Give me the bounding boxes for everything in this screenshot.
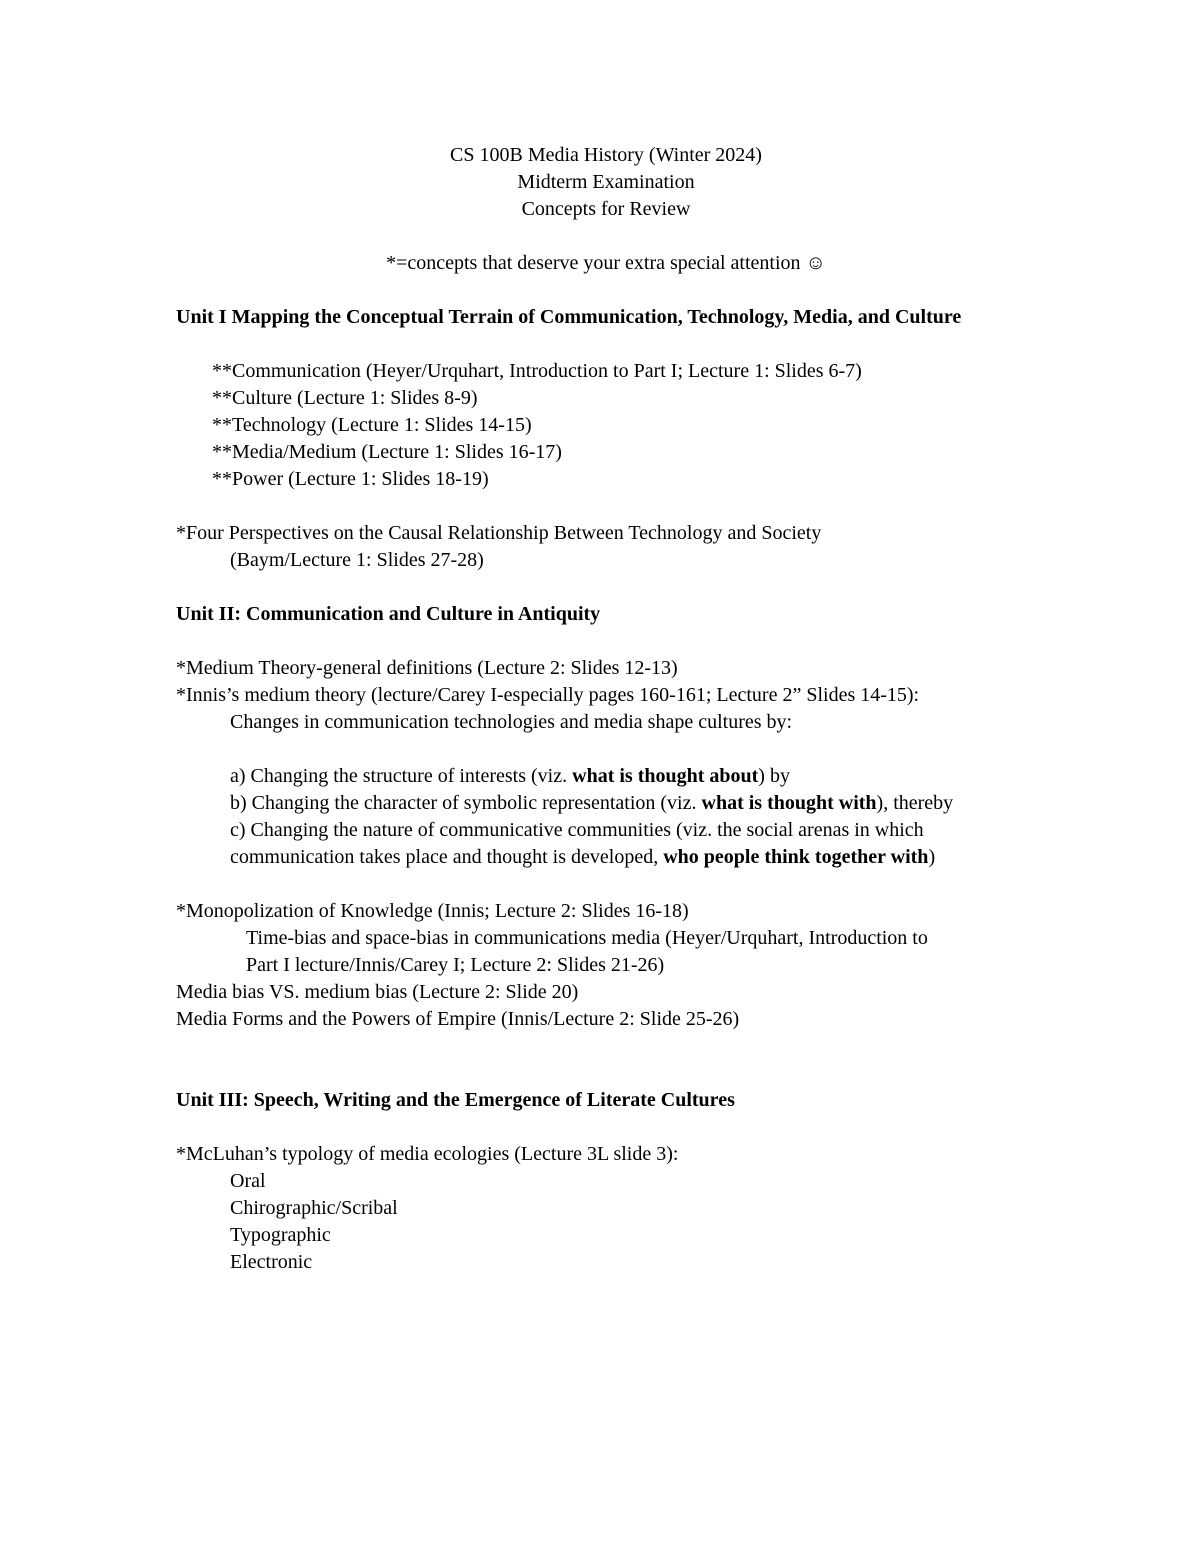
change-b-text: b) Changing the character of symbolic representation (viz. [230,792,702,814]
perspectives-item: *Four Perspectives on the Causal Relationship Between Technology and Society [176,522,822,544]
change-c [176,817,1036,871]
change-a [176,763,1036,790]
change-c-emphasis: who people think together with [663,846,929,868]
medium-theory-item: *Medium Theory-general definitions (Lecture 2: Slides 12-13) [176,657,678,679]
concept-item: **Power (Lecture 1: Slides 18-19) [212,468,489,490]
ecology-item: Electronic [230,1251,313,1273]
change-b-tail: ), thereby [876,792,954,814]
unit2-heading: Unit II: Communication and Culture in Antiquity [176,603,601,625]
change-c-text: c) Changing the nature of communicative communities (viz. the social arenas in which communication takes place and thought is developed, [230,819,924,868]
document-page [176,142,1036,1276]
exam-title: Midterm Examination [517,171,695,193]
review-title: Concepts for Review [521,198,691,220]
typology-item: *McLuhan’s typology of media ecologies (Lecture 3L slide 3): [176,1143,679,1165]
time-bias-item: Time-bias and space-bias in communications media (Heyer/Urquhart, Introduction to Part I lecture/Innis/Carey I; Lecture 2: Slides 21-26) [246,927,928,976]
concept-item: **Media/Medium (Lecture 1: Slides 16-17) [212,441,562,463]
change-a-tail: ) by [758,765,790,787]
ecology-item: Oral [230,1170,266,1192]
changes-intro: Changes in communication technologies and media shape cultures by: [230,711,793,733]
concept-item: **Communication (Heyer/Urquhart, Introduction to Part I; Lecture 1: Slides 6-7) [212,360,862,382]
innis-item: *Innis’s medium theory (lecture/Carey I-especially pages 160-161; Lecture 2” Slides 14-15): [176,684,920,706]
legend-note: *=concepts that deserve your extra special attention ☺ [386,252,826,274]
change-b [176,790,1036,817]
media-bias-item: Media bias VS. medium bias (Lecture 2: Slide 20) [176,981,579,1003]
ecology-item: Chirographic/Scribal [230,1197,398,1219]
monopolization-item: *Monopolization of Knowledge (Innis; Lecture 2: Slides 16-18) [176,900,689,922]
ecology-item: Typographic [230,1224,331,1246]
change-b-emphasis: what is thought with [701,792,877,814]
change-a-emphasis: what is thought about [572,765,759,787]
unit1-heading: Unit I Mapping the Conceptual Terrain of Communication, Technology, Media, and Culture [176,306,962,328]
course-title: CS 100B Media History (Winter 2024) [450,144,762,166]
change-c-tail: ) [928,846,936,868]
perspectives-ref: (Baym/Lecture 1: Slides 27-28) [230,549,484,571]
concept-item: **Technology (Lecture 1: Slides 14-15) [212,414,532,436]
media-forms-item: Media Forms and the Powers of Empire (Innis/Lecture 2: Slide 25-26) [176,1008,740,1030]
concept-item: **Culture (Lecture 1: Slides 8-9) [212,387,478,409]
change-a-text: a) Changing the structure of interests (viz. [230,765,573,787]
unit3-heading: Unit III: Speech, Writing and the Emergence of Literate Cultures [176,1089,735,1111]
